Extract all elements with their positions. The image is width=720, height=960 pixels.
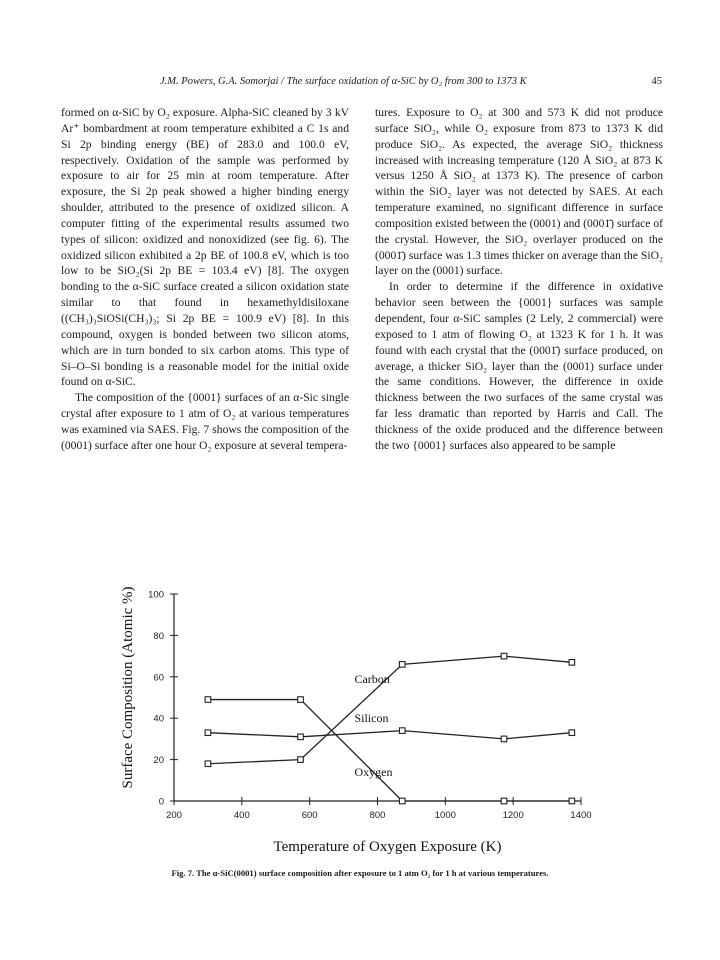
running-head xyxy=(58,76,662,92)
data-point-carbon xyxy=(399,798,405,804)
x-tick-label: 1200 xyxy=(502,810,524,821)
paragraph: tures. Exposure to O₂ at 300 and 573 K did not produce surface SiO₂, while O₂ exposure from 873 to 1373 K did produce SiO₂. As expected, the average SiO₂ thickness increased with increasing temperature (120 Å SiO₂ at 873 K versus 1250 Å SiO₂ at 1373 K). The presence of carbon within the SiO₂ layer was not detected by SAES. At each temperature examined, no significant difference in surface composition existed between the (0001) and (0001̄) surface of the crystal. However, the SiO₂ overlayer produced on the (0001̄) surface was 1.3 times thicker on average than the SiO₂ layer on the (0001) surface. xyxy=(375,106,663,278)
x-tick-label: 1000 xyxy=(434,810,456,821)
y-tick-label: 20 xyxy=(153,755,164,767)
series-line-carbon xyxy=(208,700,572,801)
x-tick-label: 400 xyxy=(233,810,250,821)
series-label: Oxygen xyxy=(354,765,393,780)
paragraph: In order to determine if the difference in oxidative behavior seen between the {0001} surfaces was sample dependent, four α-SiC samples (2 Lely, 2 commercial) were exposed to 1 atm of flowing O₂ at 1323 K for 1 h. It was found with each crystal that the (0001̄) surface produced, on average, a thicker SiO₂ layer than the (0001) surface under the same conditions. However, the difference in oxide thickness between the two surfaces of the same crystal was far less dramatic than reported by Harris and Call. The thickness of the oxide produced and the difference between the two {0001} surfaces also appeared to be sample xyxy=(375,280,663,452)
series-label: Carbon xyxy=(354,671,390,686)
figure-caption: Fig. 7. The α-SiC(0001) surface composition after exposure to 1 atm O₂ for 1 h at various temperatures. xyxy=(171,868,549,878)
data-point-silicon xyxy=(399,728,405,734)
data-point-carbon xyxy=(501,798,507,804)
composition-chart xyxy=(110,575,610,865)
y-tick-label: 80 xyxy=(153,630,164,642)
running-title: J.M. Powers, G.A. Somorjai / The surface oxidation of α-SiC by O₂ from 300 to 1373 K xyxy=(160,76,527,87)
data-point-silicon xyxy=(205,730,211,736)
y-axis-label: Surface Composition (Atomic %) xyxy=(120,586,136,789)
y-tick-label: 40 xyxy=(153,713,164,725)
data-point-oxygen xyxy=(205,761,211,767)
page-number: 45 xyxy=(651,76,662,87)
x-tick-label: 800 xyxy=(369,810,386,821)
y-tick-label: 0 xyxy=(158,796,164,808)
paragraph: formed on α-SiC by O₂ exposure. Alpha-SiC cleaned by 3 kV Ar⁺ bombardment at room temperature exhibited a C 1s and Si 2p binding energy (BE) of 283.0 and 100.0 eV, respectively. Oxidation of the sample was performed by exposure to air for 25 min at room temperature. After exposure, the Si 2p peak showed a higher binding energy shoulder, attributed to the presence of oxidized silicon. A computer fitting of the experimental results assumed two types of silicon: oxidized and nonoxidized (see fig. 6). The oxidized silicon exhibited a 2p BE of 100.8 eV, which is too low to be SiO₂(Si 2p BE = 103.4 eV) [8]. The oxygen bonding to the α-SiC surface created a silicon oxidation state similar to that found in hexamethyldisiloxane ((CH₃)₃SiOSi(CH₃)₃; Si 2p BE = 100.9 eV) [8]. In this compound, oxygen is bonded between two silicon atoms, which are in turn bonded to six carbon atoms. This type of Si–O–Si bonding is a reasonable model for the initial oxide found on α-SiC. xyxy=(61,106,349,389)
right-column xyxy=(375,105,663,454)
data-point-oxygen xyxy=(501,653,507,659)
x-axis-label: Temperature of Oxygen Exposure (K) xyxy=(273,839,502,855)
series-line-oxygen xyxy=(208,656,572,764)
x-tick-label: 1400 xyxy=(570,810,592,821)
data-point-oxygen xyxy=(298,757,304,763)
figure-7 xyxy=(110,575,610,865)
y-tick-label: 60 xyxy=(153,672,164,684)
data-point-silicon xyxy=(298,734,304,740)
x-tick-label: 600 xyxy=(301,810,318,821)
x-tick-label: 200 xyxy=(166,810,182,821)
data-point-oxygen xyxy=(399,662,405,668)
series-line-silicon xyxy=(208,731,572,739)
series-label: Silicon xyxy=(354,711,389,726)
data-point-carbon xyxy=(569,798,575,804)
paragraph: The composition of the {0001} surfaces of an α-Sic single crystal after exposure to 1 atm of O₂ at various temperatures was examined via SAES. Fig. 7 shows the composition of the (0001) surface after one hour O₂ exposure at several tempera- xyxy=(61,391,349,452)
data-point-carbon xyxy=(298,697,304,703)
data-point-silicon xyxy=(569,730,575,736)
y-tick-label: 100 xyxy=(148,589,164,601)
data-point-oxygen xyxy=(569,660,575,666)
data-point-carbon xyxy=(205,697,211,703)
data-point-silicon xyxy=(501,736,507,742)
left-column xyxy=(61,105,349,454)
